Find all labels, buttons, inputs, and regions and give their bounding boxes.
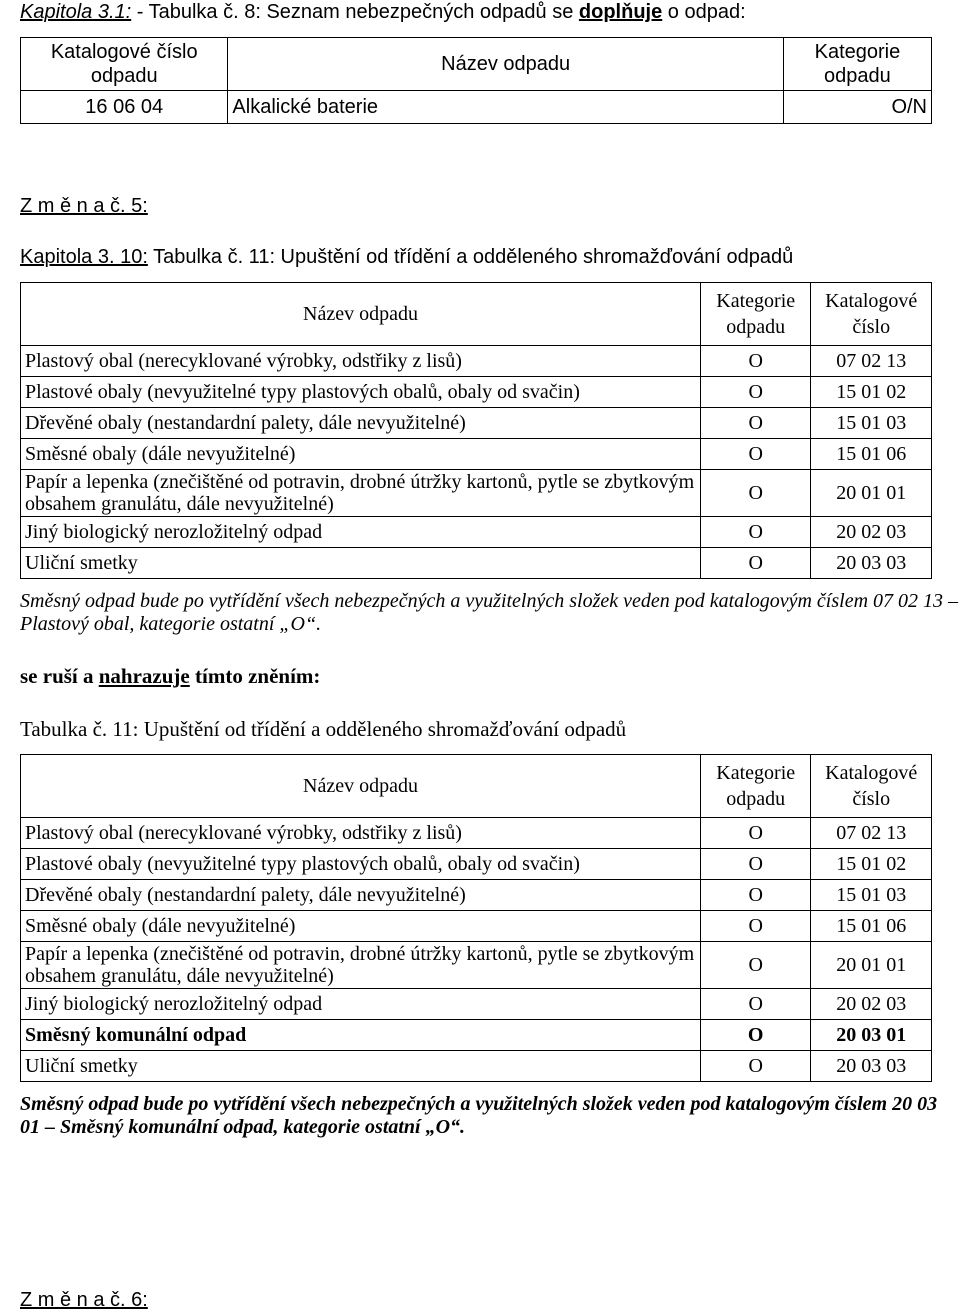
cell-category: O (700, 989, 810, 1020)
cell-category: O (700, 517, 810, 548)
cell-name: Alkalické baterie (228, 91, 783, 124)
heading-emphasis: doplňuje (578, 1, 663, 23)
cell-name: Uliční smetky (21, 1051, 701, 1082)
table-row (21, 880, 932, 911)
cell-category: O (700, 470, 810, 517)
chapter-ref: Kapitola 3.1: (20, 1, 132, 23)
col-header-catalog: Katalogové číslo (811, 755, 932, 818)
cell-category: O (700, 1051, 810, 1082)
cell-category: O/N (783, 91, 931, 124)
cell-catalog: 20 01 01 (811, 470, 932, 517)
cell-catalog: 15 01 06 (811, 911, 932, 942)
table-note-old: Směsný odpad bude po vytřídění všech nebezpečných a využitelných složek veden pod katalogovým číslem 07 02 13 – Plastový obal, kategorie ostatní „O“. (20, 590, 959, 635)
cell-category: O (700, 439, 810, 470)
cell-catalog: 15 01 03 (811, 880, 932, 911)
table-row (21, 1051, 932, 1082)
cell-catalog: 07 02 13 (811, 346, 932, 377)
hazardous-waste-table (20, 37, 932, 124)
cell-catalog: 15 01 02 (811, 849, 932, 880)
table-row (21, 470, 932, 517)
cell-catalog: 16 06 04 (21, 91, 228, 124)
replace-emphasis: nahrazuje (98, 664, 190, 688)
cell-catalog: 20 01 01 (811, 942, 932, 989)
cell-category: O (700, 849, 810, 880)
table-row (21, 942, 932, 989)
cell-name: Jiný biologický nerozložitelný odpad (21, 989, 701, 1020)
col-header-name: Název odpadu (21, 755, 701, 818)
cell-name: Uliční smetky (21, 548, 701, 579)
cell-name: Směsný komunální odpad (21, 1020, 701, 1051)
col-header-category: Kategorie odpadu (783, 38, 931, 91)
cell-catalog: 15 01 06 (811, 439, 932, 470)
cell-category: O (700, 1020, 810, 1051)
cell-catalog: 20 03 01 (811, 1020, 932, 1051)
table-row (21, 849, 932, 880)
cell-category: O (700, 942, 810, 989)
section-heading-kapitola-3-10 (20, 245, 793, 269)
cell-category: O (700, 346, 810, 377)
col-header-category: Kategorie odpadu (700, 283, 810, 346)
cell-catalog: 20 02 03 (811, 517, 932, 548)
replace-statement (20, 663, 320, 689)
chapter-ref: Kapitola 3. 10: (20, 246, 148, 268)
heading-text: - Tabulka č. 8: Seznam nebezpečných odpadů se (131, 1, 579, 23)
table-row (21, 377, 932, 408)
table-11-heading: Tabulka č. 11: Upuštění od třídění a odděleného shromažďování odpadů (20, 717, 627, 741)
col-header-category: Kategorie odpadu (700, 755, 810, 818)
change-5-heading: Z m ě n a č. 5: (20, 195, 148, 217)
cell-catalog: 20 03 03 (811, 1051, 932, 1082)
table-header-row (21, 283, 932, 346)
cell-catalog: 15 01 02 (811, 377, 932, 408)
cell-name: Směsné obaly (dále nevyužitelné) (21, 911, 701, 942)
replace-text-end: tímto zněním: (189, 664, 321, 688)
cell-name: Plastové obaly (nevyužitelné typy plastových obalů, obaly od svačin) (21, 849, 701, 880)
cell-category: O (700, 880, 810, 911)
cell-category: O (700, 911, 810, 942)
cell-name: Dřevěné obaly (nestandardní palety, dále nevyužitelné) (21, 408, 701, 439)
table-header-row (21, 38, 932, 91)
waste-exemption-table-old (20, 282, 932, 579)
table-note-new: Směsný odpad bude po vytřídění všech nebezpečných a využitelných složek veden pod katalogovým číslem 20 03 01 – Směsný komunální odpad, kategorie ostatní „O“. (20, 1093, 938, 1138)
cell-category: O (700, 818, 810, 849)
replace-text: se ruší a (20, 664, 99, 688)
waste-exemption-table-new (20, 754, 932, 1082)
cell-catalog: 07 02 13 (811, 818, 932, 849)
cell-name: Plastový obal (nerecyklované výrobky, odstřiky z lisů) (21, 346, 701, 377)
cell-category: O (700, 377, 810, 408)
heading-text: Tabulka č. 11: Upuštění od třídění a odděleného shromažďování odpadů (147, 246, 794, 268)
cell-name: Plastový obal (nerecyklované výrobky, odstřiky z lisů) (21, 818, 701, 849)
section-heading-kapitola-3-1 (20, 0, 746, 24)
table-row (21, 346, 932, 377)
col-header-catalog: Katalogové číslo (811, 283, 932, 346)
table-row (21, 548, 932, 579)
cell-name: Dřevěné obaly (nestandardní palety, dále nevyužitelné) (21, 880, 701, 911)
col-header-name: Název odpadu (21, 283, 701, 346)
table-header-row (21, 755, 932, 818)
cell-category: O (700, 548, 810, 579)
table-row (21, 439, 932, 470)
table-row (21, 989, 932, 1020)
cell-catalog: 20 02 03 (811, 989, 932, 1020)
table-row-highlight (21, 1020, 932, 1051)
table-row (21, 911, 932, 942)
table-row (21, 818, 932, 849)
heading-text-end: o odpad: (662, 1, 746, 23)
cell-catalog: 15 01 03 (811, 408, 932, 439)
cell-category: O (700, 408, 810, 439)
cell-name: Papír a lepenka (znečištěné od potravin, drobné útržky kartonů, pytle se zbytkovým obsahem granulátu, dále nevyužitelné) (21, 942, 701, 989)
cell-name: Jiný biologický nerozložitelný odpad (21, 517, 701, 548)
table-row (21, 408, 932, 439)
table-row (21, 91, 932, 124)
cell-name: Směsné obaly (dále nevyužitelné) (21, 439, 701, 470)
col-header-catalog: Katalogové číslo odpadu (21, 38, 228, 91)
cell-catalog: 20 03 03 (811, 548, 932, 579)
table-row (21, 517, 932, 548)
cell-name: Plastové obaly (nevyužitelné typy plastových obalů, obaly od svačin) (21, 377, 701, 408)
col-header-name: Název odpadu (228, 38, 783, 91)
change-6-heading: Z m ě n a č. 6: (20, 1289, 148, 1311)
cell-name: Papír a lepenka (znečištěné od potravin, drobné útržky kartonů, pytle se zbytkovým obsahem granulátu, dále nevyužitelné) (21, 470, 701, 517)
